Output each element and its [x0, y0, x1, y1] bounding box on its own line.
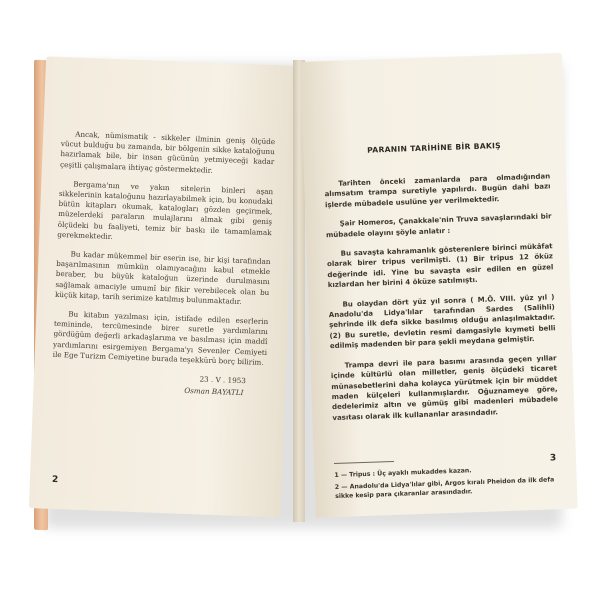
- right-paragraph: Bu savaşta kahramanlık gösterenlere birinci mükâfat olarak birer tripus verilmişti. (1) Bir tripus 12 öküz değerinde idi. Yine bu savaşta esir edilen en güzel kızlardan her birini 4 öküze satılmıştı.: [326, 242, 554, 290]
- page-number-right: 3: [549, 453, 557, 464]
- right-paragraph: Tarihten önceki zamanlarda para olmadığından alımsatım trampa suretiyle yapılırdı. Bugün dahi bazı işlerde mübadele usulüne yer verilmektedir.: [324, 172, 551, 210]
- right-page-text: [324, 171, 559, 432]
- footnote: 2 — Anadolu'da Lidya'lılar gibi, Argos kıralı Pheidon da ilk defa sikke kesip para çıkaranlar arasındadır.: [334, 476, 555, 501]
- signature-date: 23 . V . 1953: [199, 374, 247, 386]
- left-paragraph: Bu kitabın yazılması için, istifade edilen eserlerin temininde, tercümesinde birer suretle yardımlarını gördüğüm değerli arkadaşlarıma ve basılması için maddî yardımlarını esirgemiyen Bergama'yı Sevenler Cemiyeti ile Ege Turizm Cemiyetine burada teşekkürü borç bilirim.: [52, 309, 269, 367]
- left-page-text: [51, 129, 275, 399]
- right-paragraph: Şair Homeros, Çanakkale'nin Truva savaşlarındaki bir mübadele olayını şöyle anlatır :: [325, 212, 552, 239]
- page-number-left: 2: [51, 474, 59, 486]
- footnote-rule: [334, 461, 394, 464]
- left-paragraph: Bu kadar mükemmel bir eserin ise, bir kişi tarafından başarılmasının mümkün olamıyacağını kabul etmekle beraber, bu büyük kataloğun üzerinde durulmasını sağlamak amaciyle umumî bir fikir verebilecek olan bu küçük kitap, tarih serimize katılmış bulunmaktadır.: [54, 249, 271, 306]
- signature-author: Osman BAYATLI: [184, 386, 244, 398]
- right-paragraph: Bu olaydan dört yüz yıl sonra ( M.Ö. VIII. yüz yıl ) Anadolu'da Lidya'lılar tarafından Sardes (Salihli) şehrinde ilk defa sikke basılmış olduğu anlaşılmaktadır. (2) Bu suretle, devletin resmî damgasiyle kıymeti belli edilmiş madenden bir para şekli meydana gelmiştir.: [328, 292, 556, 351]
- left-page: [29, 56, 298, 517]
- footnotes: [334, 463, 561, 504]
- left-paragraph: Bergama'nın ve yakın sitelerin binleri aşan sikkelerinin kataloğunu hazırlayabilmek için, bu konudaki bütün kitapları okumak, katalogları gözden geçirmek, müzelerdeki paraların mulajlarını almak gibi geniş ölçüdeki bu faaliyeti, temiz bir baskı ile tamamlamak gerekmektedir.: [57, 179, 274, 241]
- chapter-heading: PARANIN TARİHİNE BİR BAKIŞ: [367, 141, 502, 155]
- right-page: [300, 53, 578, 518]
- right-paragraph: Trampa devri ile para basımı arasında geçen yıllar içinde kültürlü olan milletler, geniş ölçüdeki ticaret münasebetlerini daha kolayca yürütmek için bir müddet maden külçeleri kullanmışlardır. Oğuznameye göre, dedelerimiz altın ve gümüş gibi madenleri mübadele vasıtası olarak ilk kullananlar arasındadır.: [330, 353, 559, 422]
- footnote: 1 — Tripus : Üç ayaklı mukaddes kazan.: [334, 467, 472, 480]
- left-paragraph: Ancak, nümismatik - sikkeler ilminin geniş ölçüde vücut bulduğu bu zamanda, bir bölgenin sikke kataloğunu hazırlamak bile, bir insan gücünün yetmiyeceği kadar çeşitli çalışmalara ihtiyaç göstermektedir.: [59, 129, 276, 175]
